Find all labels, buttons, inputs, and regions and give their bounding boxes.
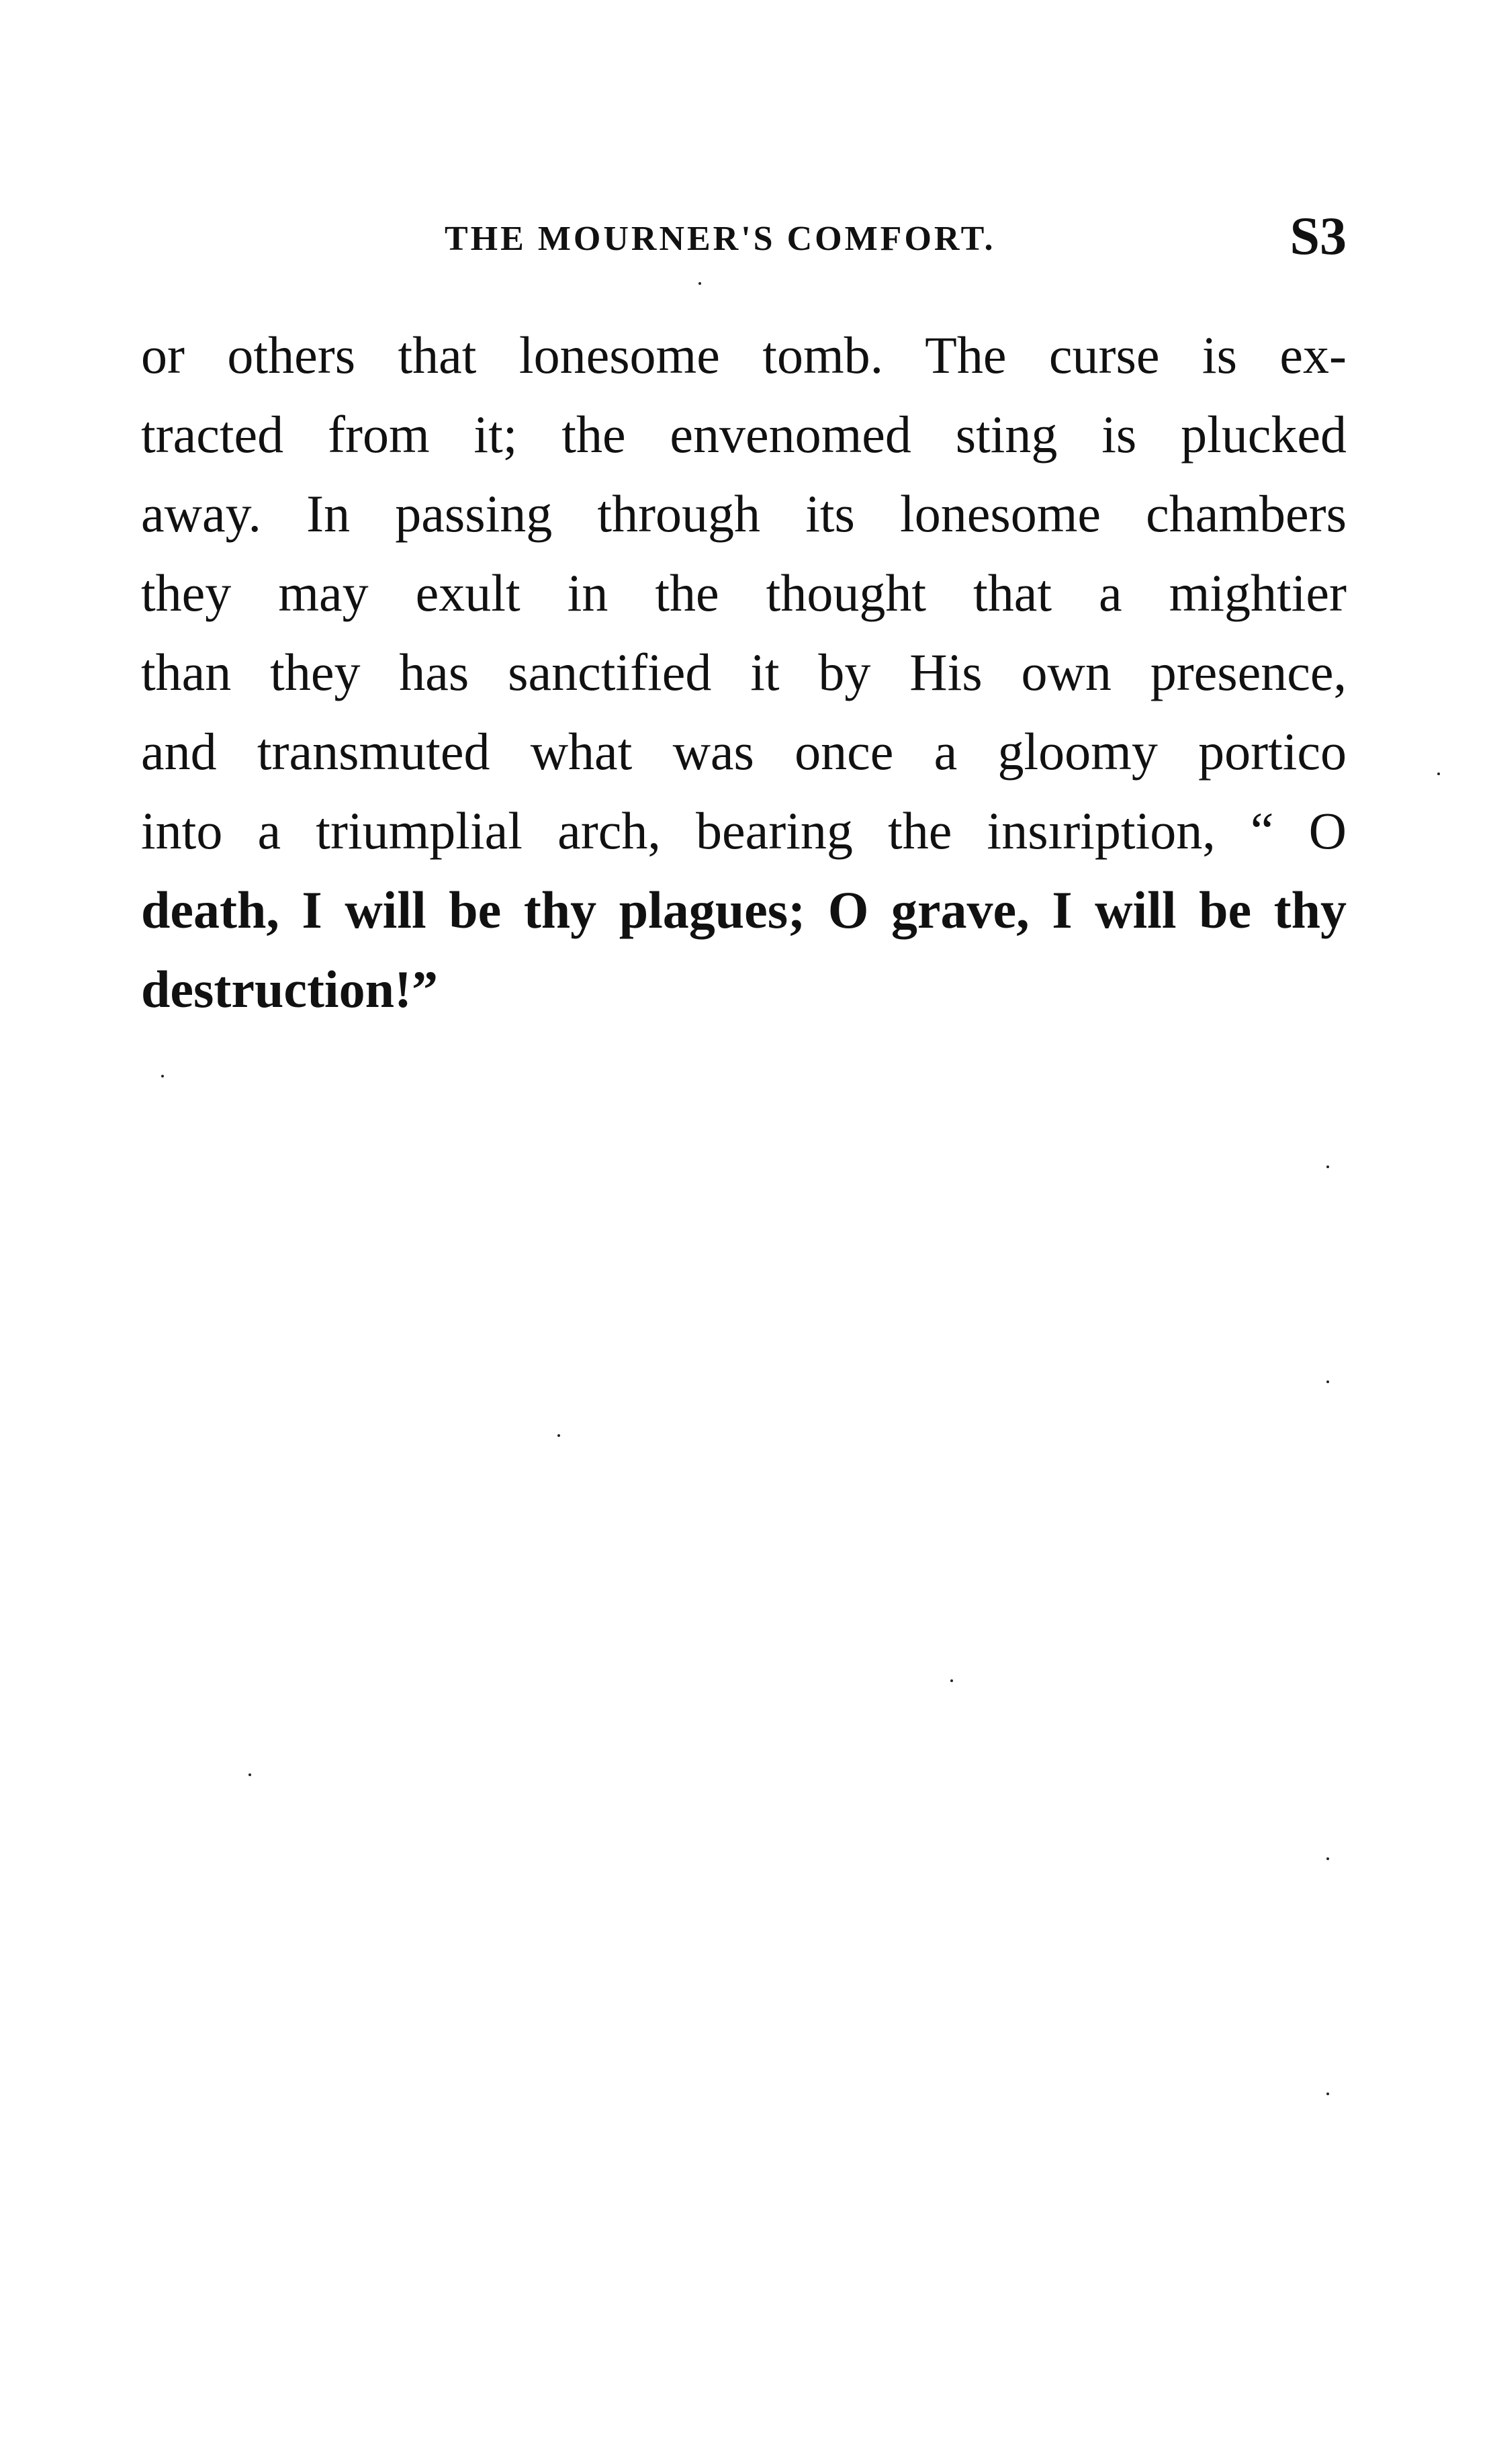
text-line: and transmuted what was once a gloomy portico [141, 722, 1347, 781]
scan-speck [1326, 1380, 1329, 1383]
scan-speck [1437, 773, 1440, 775]
page-number: S3 [1290, 207, 1347, 266]
text-line: or others that lonesome tomb. The curse is ex- [141, 326, 1347, 384]
scan-speck [950, 1679, 953, 1682]
running-head [141, 207, 1347, 266]
scan-speck [557, 1434, 560, 1437]
text-line: away. In passing through its lonesome chambers [141, 484, 1347, 543]
text-line: they may exult in the thought that a mightier [141, 564, 1347, 622]
text-line: into a triumplial arch, bearing the insıription, “ O [141, 801, 1347, 860]
scan-speck [161, 1075, 164, 1077]
text-line: tracted from it; the envenomed sting is plucked [141, 405, 1347, 464]
scan-speck [1326, 1857, 1329, 1860]
body-text [141, 316, 1347, 1029]
scan-speck [698, 282, 701, 285]
running-title: THE MOURNER'S COMFORT. [445, 220, 996, 258]
text-line: than they has sanctified it by His own presence, [141, 643, 1347, 701]
text-line: destruction!” [141, 960, 438, 1018]
text-line: death, I will be thy plagues; O grave, I will be thy [141, 881, 1347, 939]
scan-speck [1326, 2093, 1329, 2095]
scan-speck [248, 1773, 251, 1776]
scan-speck [1326, 1165, 1329, 1168]
